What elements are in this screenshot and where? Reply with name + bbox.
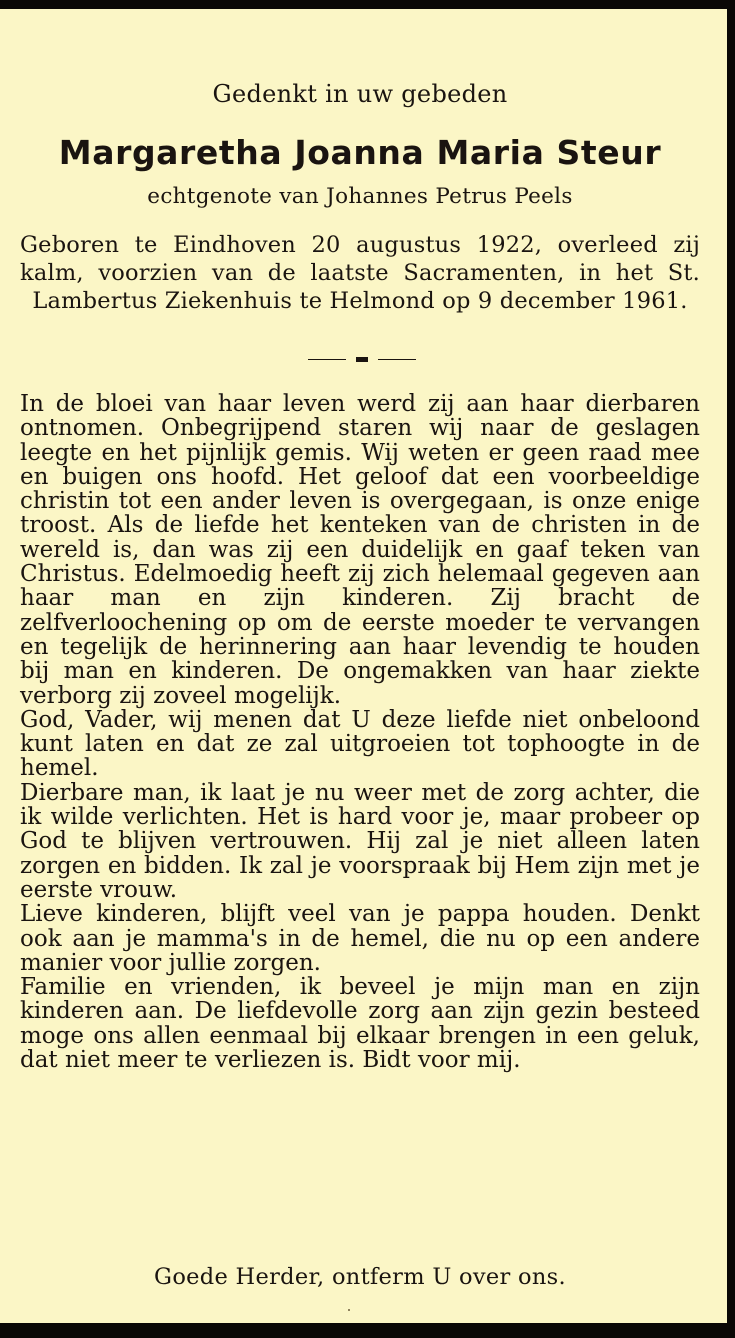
prayer-heading: Gedenkt in uw gebeden xyxy=(212,80,508,108)
divider-line-right xyxy=(378,359,416,360)
closing-prayer: Goede Herder, ontferm U over ons. xyxy=(154,1264,566,1290)
divider-line-left xyxy=(308,359,346,360)
birth-death-details: Geboren te Eindhoven 20 augustus 1922, overleed zij kalm, voorzien van de laatste Sacramenten, in het St. Lambertus Ziekenhuis te Helmond op 9 december 1961. xyxy=(20,232,700,314)
paragraph-children: Lieve kinderen, blijft veel van je pappa houden. Denkt ook aan je mamma's in de hemel, die nu op een andere manier voor jullie zorgen. xyxy=(20,901,700,976)
paragraph-family: Familie en vrienden, ik beveel je mijn man en zijn kinderen aan. De liefdevolle zorg aan zijn gezin besteed moge ons allen eenmaal bij elkaar brengen in een geluk, dat niet meer te verliezen is. Bidt voor mij. xyxy=(20,974,700,1074)
spouse-line: echtgenote van Johannes Petrus Peels xyxy=(147,184,573,209)
paragraph-god: God, Vader, wij menen dat U deze liefde niet onbeloond kunt laten en dat ze zal uitgroeien tot tophoogte in de hemel. xyxy=(20,706,700,782)
paper-speck xyxy=(348,1309,350,1311)
paragraph-life: In de bloei van haar leven werd zij aan haar dierbaren ontnomen. Onbegrijpend staren wij naar de geslagen leegte en het pijnlijk gemis. Wij weten er geen raad mee en buigen ons hoofd. Het geloof dat een voorbeeldige christin tot een ander leven is overgegaan, is onze enige troost. Als de liefde het kenteken van de christen in de wereld is, dan was zij een duidelijk en gaaf teken van Christus. Edelmoedig heeft zij zich helemaal gegeven aan haar man en zijn kinderen. Zij bracht de zelfverloochening op om de eerste moeder te vervangen en tegelijk de herinnering aan haar levendig te houden bij man en kinderen. De ongemakken van haar ziekte verborg zij zoveel mogelijk. xyxy=(20,391,700,709)
memorial-text xyxy=(20,392,700,1072)
divider-ornament xyxy=(356,357,368,362)
card-border xyxy=(727,0,735,1338)
deceased-name: Margaretha Joanna Maria Steur xyxy=(58,133,662,172)
memorial-card xyxy=(0,9,727,1323)
paragraph-husband: Dierbare man, ik laat je nu weer met de zorg achter, die ik wilde verlichten. Het is hard voor je, maar probeer op God te blijven vertrouwen. Hij zal je niet alleen laten zorgen en bidden. Ik zal je voorspraak bij Hem zijn met je eerste vrouw. xyxy=(20,779,700,903)
ornamental-divider xyxy=(308,357,416,363)
